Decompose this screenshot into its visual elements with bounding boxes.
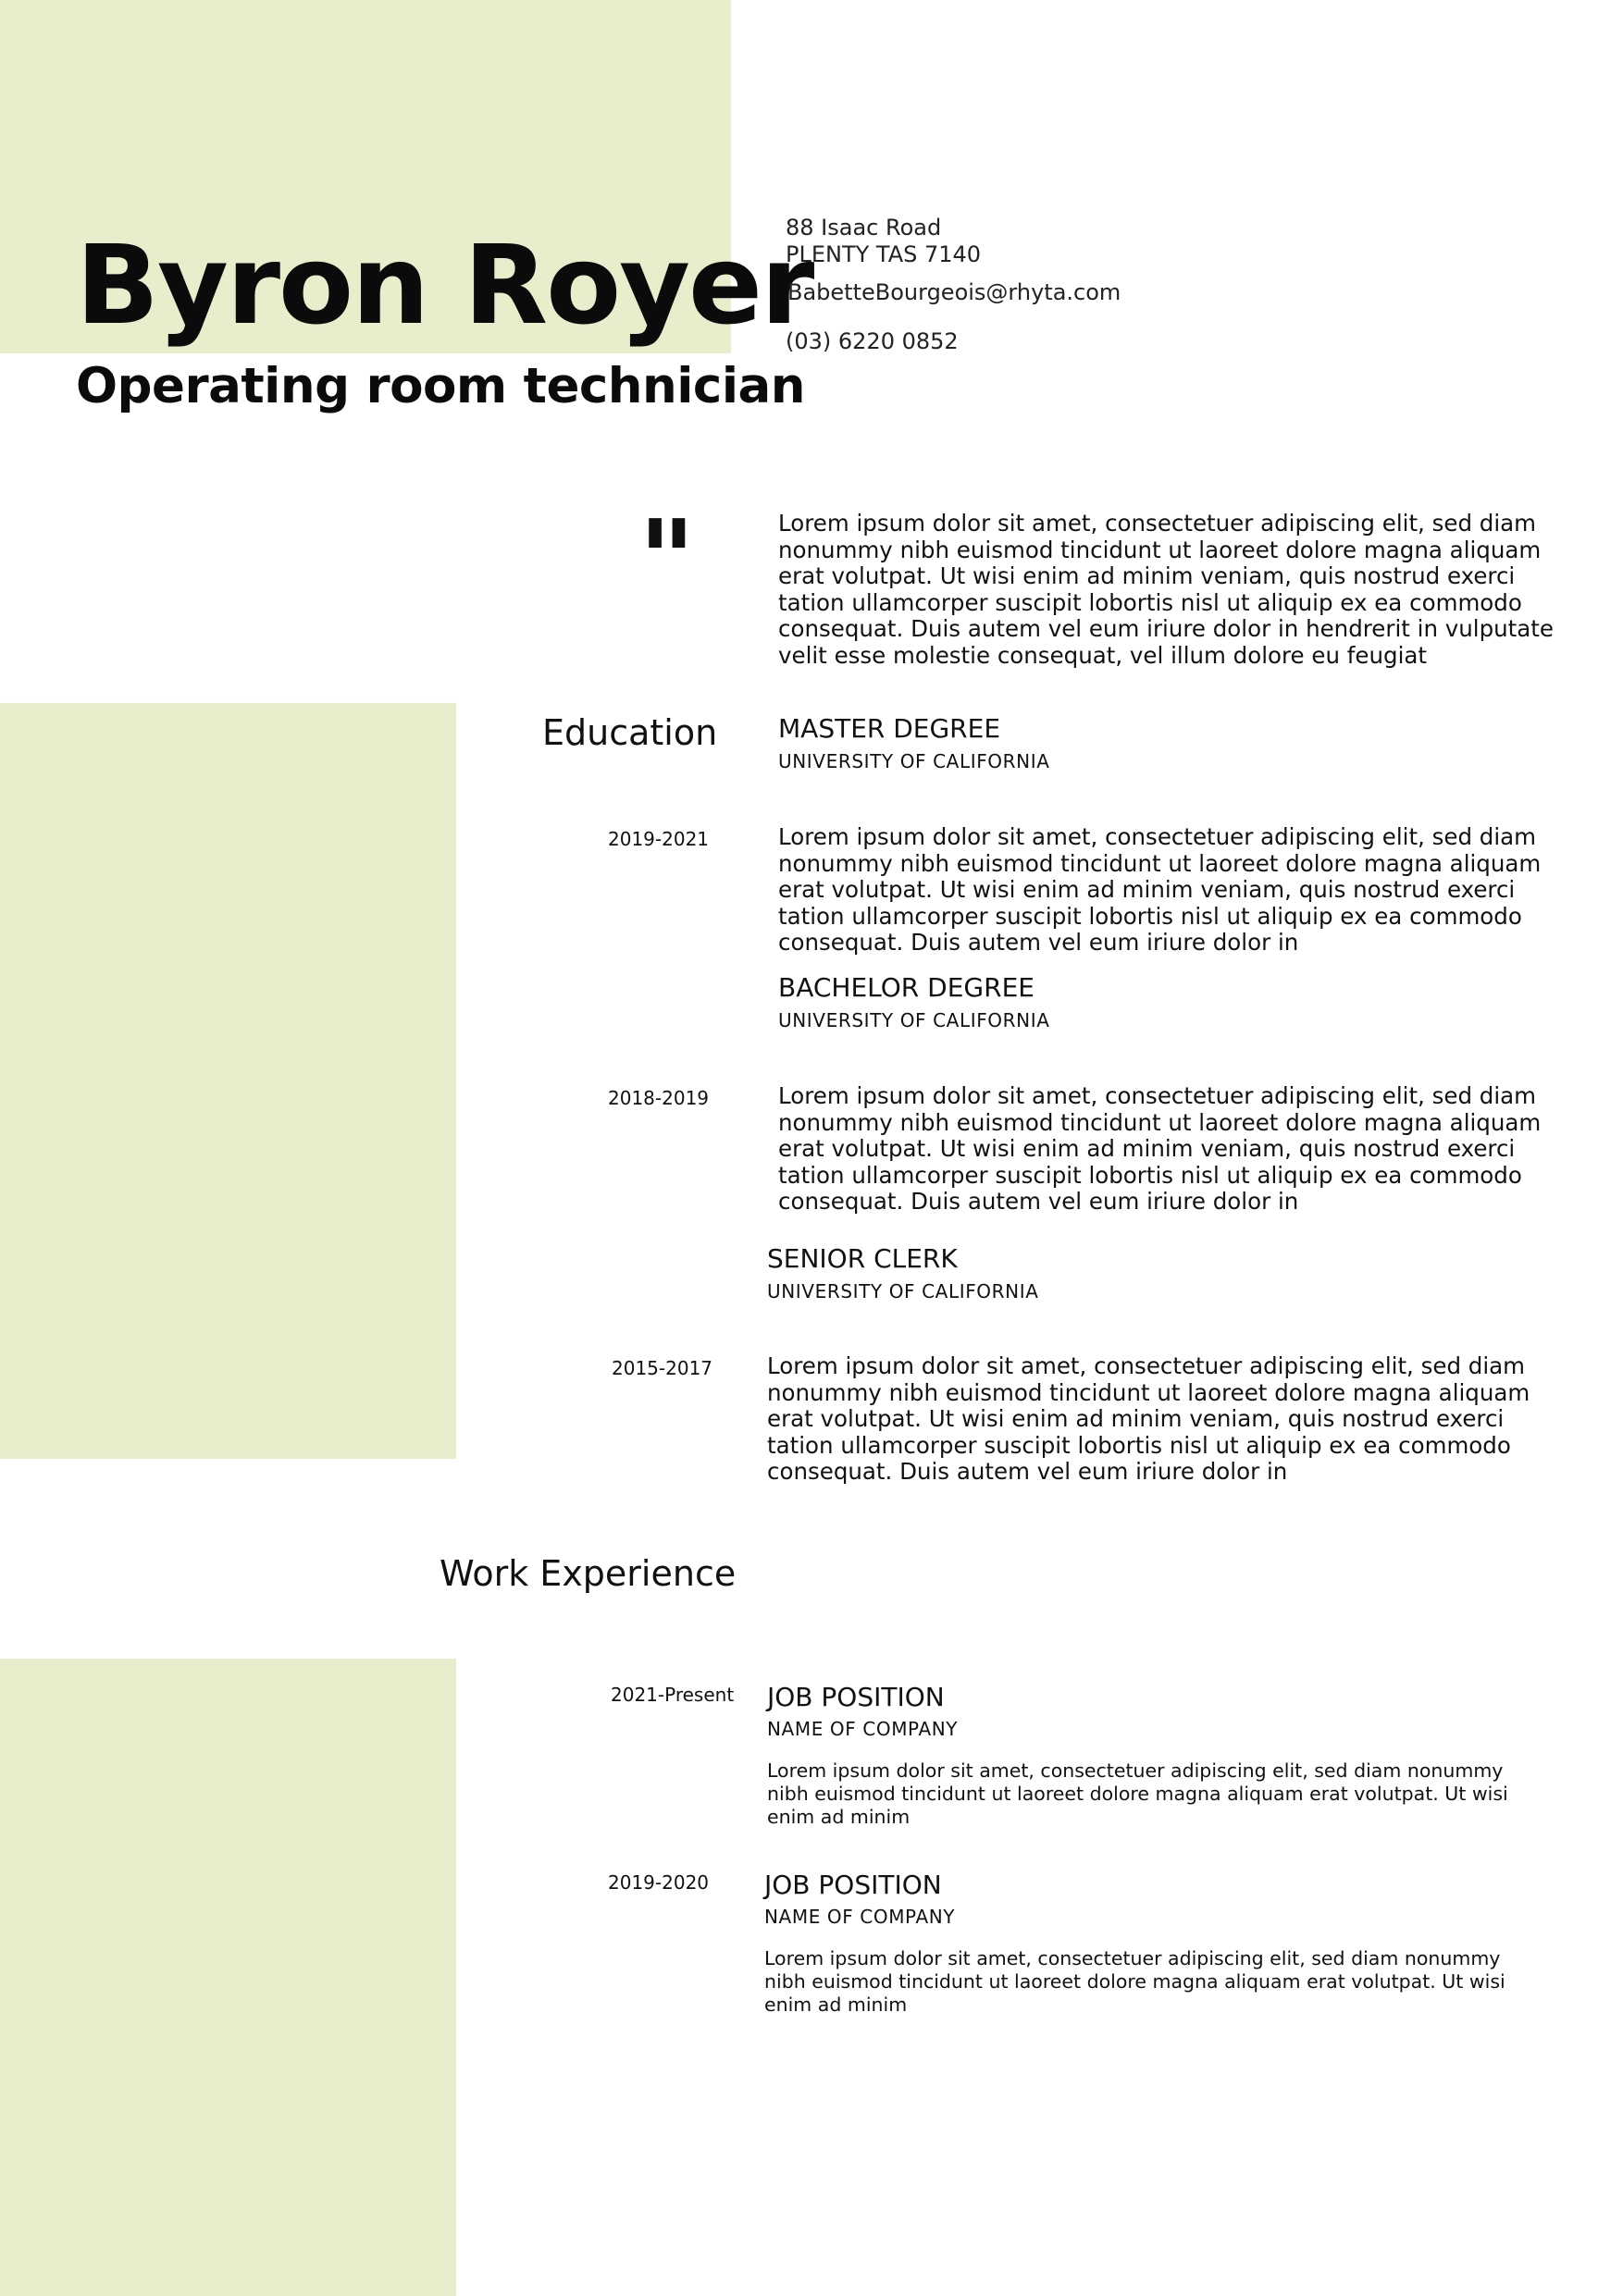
education-degree: MASTER DEGREE: [778, 713, 1001, 744]
address-line-2: PLENTY TAS 7140: [786, 241, 982, 267]
education-school: UNIVERSITY OF CALIFORNIA: [767, 1280, 1039, 1302]
candidate-name: Byron Royer: [76, 221, 813, 349]
education-school: UNIVERSITY OF CALIFORNIA: [778, 1009, 1050, 1031]
profile-summary: Lorem ipsum dolor sit amet, consectetuer adipiscing elit, sed diam nonummy nibh euismod tincidunt ut laoreet dolore magna aliquam erat volutpat. Ut wisi enim ad minim veniam, quis nostrud exerci tation ullamcorper suscipit lobortis nisl ut aliquip ex ea commodo consequat. Duis autem vel eum iriure dolor in hendrerit in vulputate velit esse molestie consequat, vel illum dolore eu feugiat: [778, 510, 1554, 669]
work-description: Lorem ipsum dolor sit amet, consectetuer adipiscing elit, sed diam nonummy nibh euismod tincidunt ut laoreet dolore magna aliquam erat volutpat. Ut wisi enim ad minim: [767, 1759, 1508, 1828]
work-position: JOB POSITION: [764, 1870, 942, 1900]
education-description: Lorem ipsum dolor sit amet, consectetuer adipiscing elit, sed diam nonummy nibh euismod tincidunt ut laoreet dolore magna aliquam erat volutpat. Ut wisi enim ad minim veniam, quis nostrud exerci tation ullamcorper suscipit lobortis nisl ut aliquip ex ea commodo consequat. Duis autem vel eum iriure dolor in: [778, 1082, 1542, 1215]
work-company: NAME OF COMPANY: [767, 1718, 959, 1740]
candidate-title: Operating room technician: [76, 358, 806, 414]
phone-number: (03) 6220 0852: [786, 328, 959, 354]
education-school: UNIVERSITY OF CALIFORNIA: [778, 750, 1050, 772]
email-address: BabetteBourgeois@rhyta.com: [787, 279, 1121, 305]
education-description: Lorem ipsum dolor sit amet, consectetuer adipiscing elit, sed diam nonummy nibh euismod tincidunt ut laoreet dolore magna aliquam erat volutpat. Ut wisi enim ad minim veniam, quis nostrud exerci tation ullamcorper suscipit lobortis nisl ut aliquip ex ea commodo consequat. Duis autem vel eum iriure dolor in: [767, 1352, 1530, 1485]
work-experience-heading: Work Experience: [440, 1553, 737, 1594]
work-position: JOB POSITION: [767, 1682, 945, 1712]
education-degree: BACHELOR DEGREE: [778, 972, 1035, 1003]
education-accent-block: [0, 703, 456, 1459]
address-line-1: 88 Isaac Road: [786, 215, 942, 241]
quote-icon: ": [638, 496, 696, 623]
work-accent-block: [0, 1659, 456, 2296]
education-dates: 2019-2021: [608, 828, 710, 850]
education-degree: SENIOR CLERK: [767, 1243, 958, 1274]
education-dates: 2015-2017: [612, 1357, 713, 1379]
education-description: Lorem ipsum dolor sit amet, consectetuer adipiscing elit, sed diam nonummy nibh euismod tincidunt ut laoreet dolore magna aliquam erat volutpat. Ut wisi enim ad minim veniam, quis nostrud exerci tation ullamcorper suscipit lobortis nisl ut aliquip ex ea commodo consequat. Duis autem vel eum iriure dolor in: [778, 823, 1542, 956]
work-company: NAME OF COMPANY: [764, 1906, 956, 1928]
education-heading: Education: [542, 712, 718, 753]
work-description: Lorem ipsum dolor sit amet, consectetuer adipiscing elit, sed diam nonummy nibh euismod tincidunt ut laoreet dolore magna aliquam erat volutpat. Ut wisi enim ad minim: [764, 1947, 1505, 2016]
education-dates: 2018-2019: [608, 1087, 710, 1109]
work-dates: 2019-2020: [608, 1871, 710, 1894]
work-dates: 2021-Present: [611, 1684, 735, 1706]
